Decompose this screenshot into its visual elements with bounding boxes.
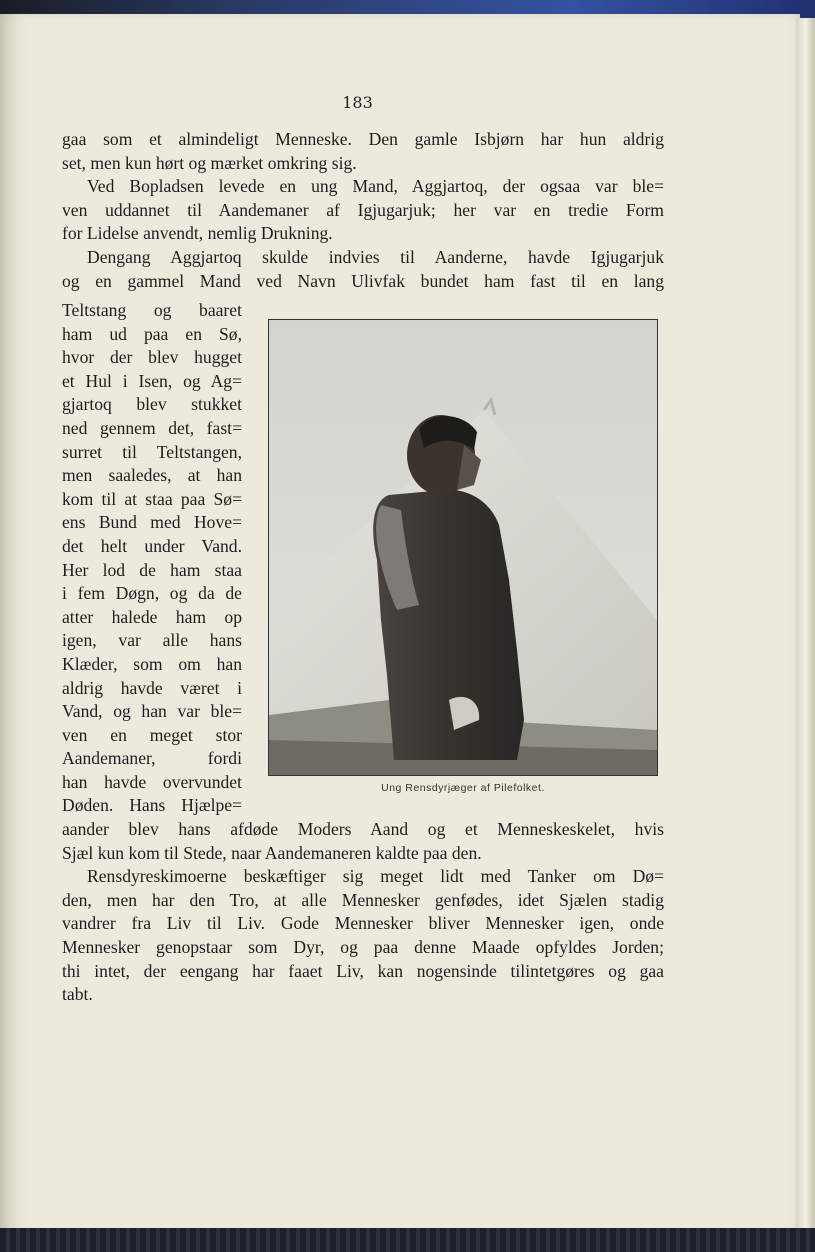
text-line: Her lod de ham staa [62, 559, 242, 580]
page-edge [796, 18, 815, 1230]
text-line: set, men kun hørt og mærket omkring sig. [62, 152, 357, 173]
text-line: ven en meget stor [62, 724, 242, 745]
photograph [268, 319, 658, 776]
page-number: 183 [342, 93, 373, 112]
bottom-paragraphs [62, 818, 664, 1007]
text-line: ens Bund med Hove= [62, 512, 242, 533]
top-paragraphs [62, 128, 664, 293]
text-line: aldrig havde været i [62, 677, 242, 698]
text-line: den, men har den Tro, at alle Mennesker genfødes, idet Sjælen stadig [62, 889, 664, 910]
text-line: gjartoq blev stukket [62, 394, 242, 415]
text-line: thi intet, der eengang har faaet Liv, kan nogensinde tilintetgøres og gaa [62, 960, 664, 981]
text-line: ven uddannet til Aandemaner af Igjugarjuk; her var en tredie Form [62, 199, 664, 220]
text-line: gaa som et almindeligt Menneske. Den gamle Isbjørn har hun aldrig [62, 129, 664, 149]
text-line: hvor der blev hugget [62, 347, 242, 368]
paragraph [62, 865, 664, 1007]
text-line: Ved Bopladsen levede en ung Mand, Aggjartoq, der ogsaa var ble= [87, 176, 664, 197]
text-line: tabt. [62, 984, 93, 1005]
text-line: ham ud paa en Sø, [62, 323, 242, 344]
text-line: surret til Teltstangen, [62, 441, 242, 462]
text-line: Teltstang og baaret [62, 300, 242, 320]
text-line: han havde overvundet [62, 771, 242, 792]
text-line: og en gammel Mand ved Navn Ulivfak bundet ham fast til en lang [62, 270, 664, 291]
text-line: igen, var alle hans [62, 630, 242, 651]
text-line: Sjæl kun kom til Stede, naar Aandemaneren kaldte paa den. [62, 842, 482, 863]
text-line: Dengang Aggjartoq skulde indvies til Aanderne, havde Igjugarjuk [87, 246, 664, 267]
photo-young-reindeer-hunter [269, 320, 657, 775]
paragraph [62, 818, 664, 865]
text-line: men saaledes, at han [62, 465, 242, 486]
text-line: ned gennem det, fast= [62, 417, 242, 438]
text-line: Vand, og han var ble= [62, 701, 242, 722]
text-line: Klæder, som om han [62, 653, 242, 674]
narrow-column-text [62, 299, 242, 818]
text-line: Rensdyreskimoerne beskæftiger sig meget lidt med Tanker om Dø= [87, 866, 664, 887]
text-line: i fem Døgn, og da de [62, 583, 242, 604]
text-line: Mennesker genopstaar som Dyr, og paa denne Maade opfyldes Jorden; [62, 936, 664, 957]
text-line: for Lidelse anvendt, nemlig Drukning. [62, 223, 333, 244]
paragraph [62, 246, 664, 293]
text-line: aander blev hans afdøde Moders Aand og et Menneskeskelet, hvis [62, 819, 664, 839]
text-line: det helt under Vand. [62, 535, 242, 556]
text-line: kom til at staa paa Sø= [62, 488, 242, 509]
text-line: vandrer fra Liv til Liv. Gode Mennesker bliver Mennesker igen, onde [62, 913, 664, 934]
paragraph [62, 128, 664, 175]
text-line: Døden. Hans Hjælpe= [62, 795, 242, 816]
text-line: et Hul i Isen, og Ag= [62, 370, 242, 391]
text-line: Aandemaner, fordi [62, 748, 242, 769]
scan-bottom-edge [0, 1228, 815, 1252]
photo-caption: Ung Rensdyrjæger af Pilefolket. [381, 782, 545, 794]
text-line: atter halede ham op [62, 606, 242, 627]
paragraph [62, 175, 664, 246]
